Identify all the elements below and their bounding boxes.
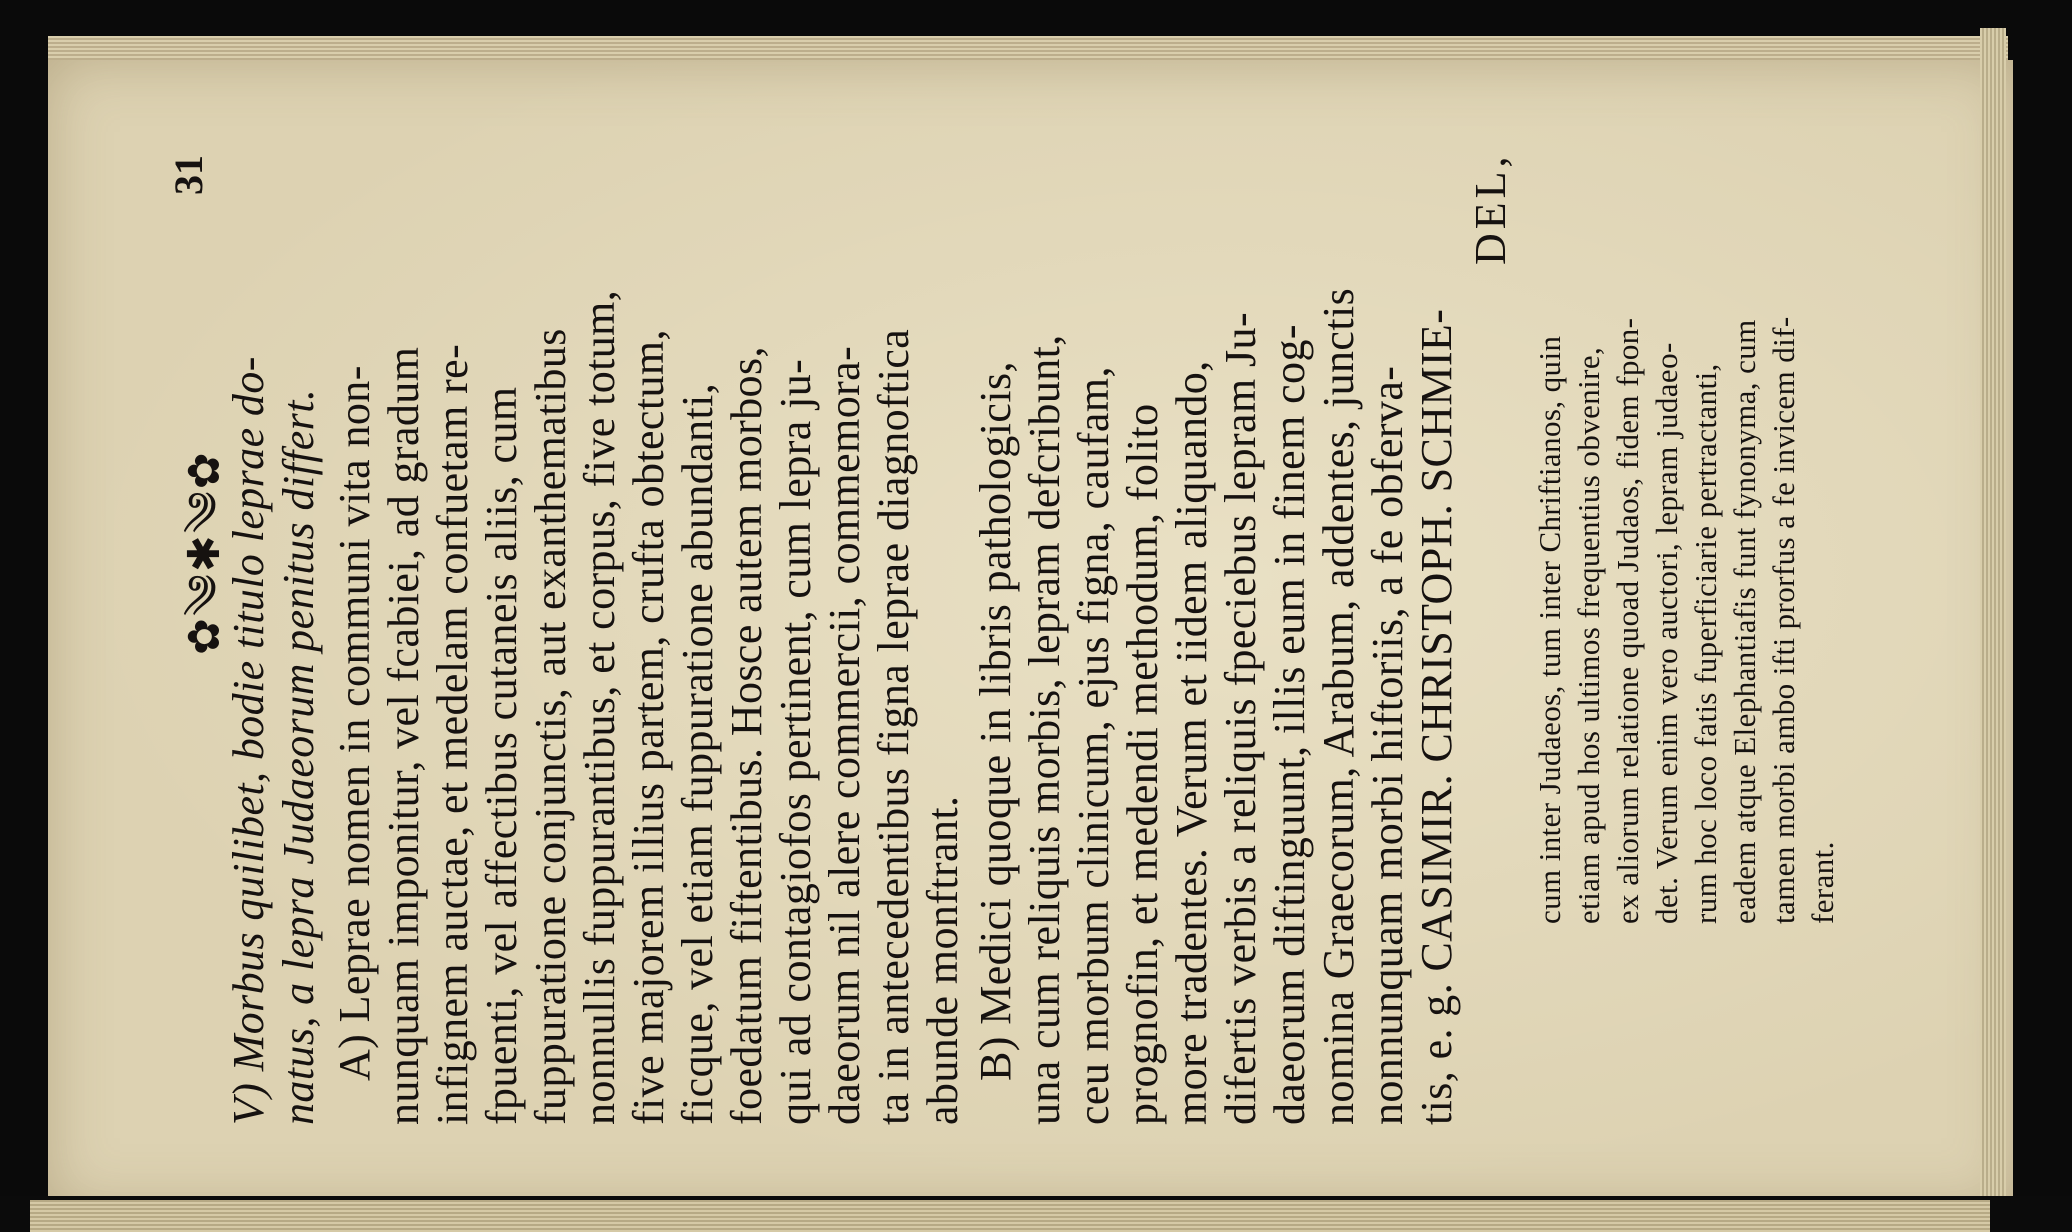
footnote-block [1532, 200, 2052, 960]
paragraph-b-line: una cum reliquis morbis, lepram defcribunt, [1020, 334, 1069, 1125]
catchword: DEL, [1466, 152, 1515, 265]
paragraph-a-line: ta in antecedentibus figna leprae diagnoftica [869, 328, 918, 1125]
header-ornament: ✿༄✱༄✿ [179, 450, 230, 655]
paragraph-b-line: ceu morbum clinicum, ejus figna, caufam, [1069, 366, 1118, 1125]
paragraph-a-line: five majorem illius partem, crufta obtectum, [624, 329, 673, 1125]
footnote-line: ex aliorum relatione quoad Judaos, fidem fpon- [1610, 317, 1645, 924]
paragraph-b-line: nonnunquam morbi hiftoriis, a fe obferva- [1363, 365, 1412, 1125]
paragraph-a-line: qui ad contagiofos pertinent, cum lepra ju- [771, 358, 820, 1125]
paragraph-b-line: difertis verbis a reliquis fpeciebus lepram Ju- [1216, 312, 1265, 1125]
paragraph-b-line: nomina Graecorum, Arabum, addentes, junctis [1314, 287, 1363, 1125]
section-heading-line-1 [223, 356, 274, 1125]
heading-text-1: V) Morbus quilibet, bodie titulo leprae do- [224, 356, 273, 1125]
paragraph-b-line: daeorum diftinguunt, illis eum in finem cog- [1265, 324, 1314, 1125]
paragraph-b-line: more tradentes. Verum et iidem aliquando, [1167, 360, 1216, 1125]
page-text-block [166, 95, 1535, 1125]
footnote-line: ferant. [1805, 841, 1840, 924]
paragraph-a-line: foedatum fiftentibus. Hosce autem morbos, [722, 346, 771, 1125]
paragraph-a-line: infignem auctae, et medelam confuetam re- [428, 343, 477, 1125]
paragraph-b-line: prognofin, et medendi methodum, folito [1118, 403, 1167, 1125]
paragraph-a-line: nunquam imponitur, vel fcabiei, ad gradum [379, 346, 428, 1125]
footnote-line: tamen morbi ambo ifti prorfus a fe invicem dif- [1766, 316, 1801, 924]
footnote-line: etiam apud hos ultimos frequentius obvenire, [1571, 346, 1606, 924]
paragraph-a-line: A) Leprae nomen in communi vita non- [330, 365, 379, 1081]
footnote-line: det. Verum enim vero auctori, lepram judaeo- [1649, 342, 1684, 924]
page-number: 31 [166, 155, 211, 195]
paragraph-a-line: abunde monftrant. [918, 795, 967, 1125]
paragraph-a-line: daeorum nil alere commercii, commemora- [820, 345, 869, 1125]
paragraph-a-line: ficque, vel etiam fuppuratione abundanti, [673, 382, 722, 1125]
section-heading-line-2: natus, a lepra Judaeorum penitus differt. [274, 388, 323, 1125]
paragraph-b-line: tis, e. g. CASIMIR. CHRISTOPH. SCHMIE- [1412, 308, 1461, 1125]
paragraph-a-line: fpuenti, vel affectibus cutaneis aliis, cum [477, 386, 526, 1125]
paragraph-a-line: fuppuratione conjunctis, aut exanthematibus [526, 328, 575, 1125]
facing-page-edge [30, 1200, 1990, 1232]
footnote-line: eadem atque Elephantiafis funt fynonyma, cum [1727, 319, 1762, 924]
paragraph-a-line: nonnullis fuppurantibus, et corpus, five totum, [575, 289, 624, 1125]
paragraph-b-line: B) Medici quoque in libris pathologicis, [971, 361, 1020, 1081]
footnote-line: cum inter Judaeos, tum inter Chriftianos, quin [1532, 335, 1567, 924]
footnote-line: rum hoc loco fatis fuperficiarie pertractanti, [1688, 363, 1723, 924]
